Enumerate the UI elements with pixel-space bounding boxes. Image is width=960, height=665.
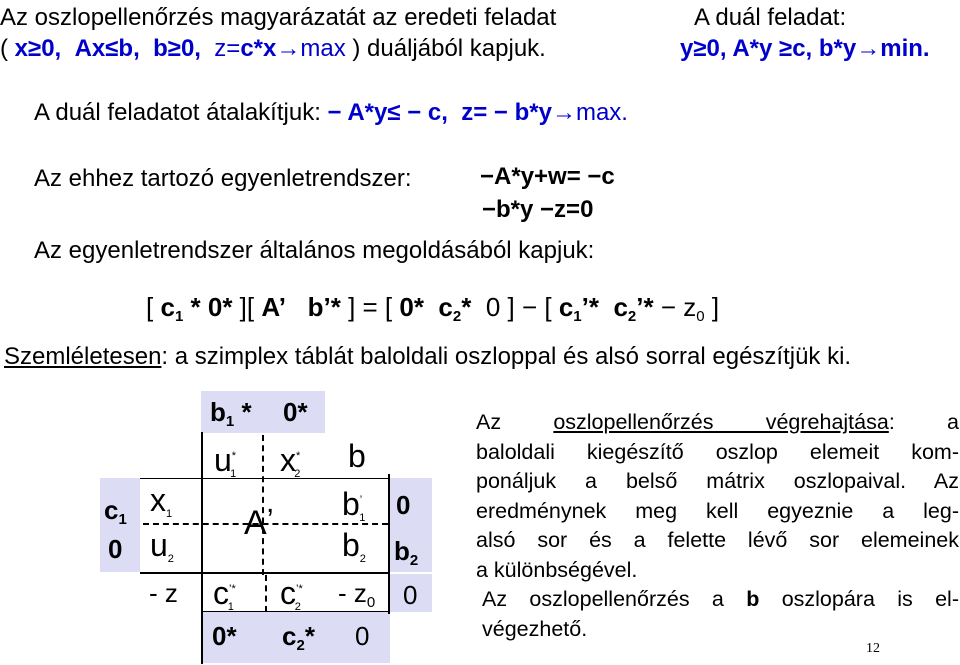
tableau-A-prime: , (266, 486, 275, 519)
transform-line: A duál feladatot átalakítjuk: − A*y≤ − c, z= − b*y→max. (34, 99, 628, 126)
formula: [ $c_1 * 0*$ ][ A’ b’* ] = [ 0* $c_2*$ 0 ] − [ $c_1’*$ $c_2’* - z_0$ ] (146, 292, 720, 325)
para-line-1: Az oszlopellenőrzés végrehajtása: a (476, 410, 959, 434)
tableau-b2: b2 (342, 527, 366, 565)
tableau-top-rule (140, 478, 390, 479)
para-line-2: baloldali kiegészítő oszlop elemeit kom- (476, 439, 959, 464)
tableau-u2: u2 (150, 527, 174, 565)
tableau-right-zero: 0 (396, 490, 411, 520)
page-number: 12 (866, 641, 880, 656)
tableau-bottom-c2: $c_2*$ (282, 621, 315, 654)
system-label: Az ehhez tartozó egyenletrendszer: (34, 165, 412, 192)
explanation-paragraph (476, 408, 959, 644)
tableau-b-head: b (348, 438, 366, 474)
tableau-u1: u*1 (214, 442, 237, 480)
tableau-left-zero: 0 (108, 534, 123, 564)
para-line-5: alsó sor és a felette lévő sor elemeinek (476, 528, 959, 552)
tableau-bottom-zero: 0* (212, 621, 237, 651)
para-line-4: eredménynek meg kell egyeznie a leg- (476, 498, 959, 523)
tableau-c2-dstar: c’*2 (280, 575, 303, 613)
tableau-b1: b’1 (342, 486, 366, 524)
equation-2: −b*y −z=0 (482, 196, 594, 223)
tableau-right-border (388, 474, 390, 614)
tableau-corner-zero: 0 (403, 580, 418, 610)
para-line-8: végezhető. (482, 616, 588, 641)
tableau-right-b2: $b_2$ (394, 536, 419, 569)
para-line-7: Az oszlopellenőrzés a b oszlopára is el- (482, 587, 959, 611)
equation-1: −A*y+w= −c (480, 163, 615, 190)
tableau-minus-z: - z (149, 578, 178, 608)
tableau-c1: $c_1$ (104, 495, 127, 528)
tableau-bottom-last: 0 (355, 621, 370, 651)
para-line-3: ponáljuk a belső mátrix oszlopaival. Az (476, 469, 959, 493)
tableau-x1: x1 (150, 482, 173, 520)
tableau-left-border (201, 432, 203, 664)
intro-line: Az oszlopellenőrzés magyarázatát az eredeti feladat (0, 4, 557, 31)
tableau-top-zero: 0* (283, 397, 308, 427)
para-line-6: a különbségével. (476, 557, 638, 582)
tableau-top-b1: $b_1$ * (210, 397, 252, 430)
dual-task-heading: A duál feladat: (694, 4, 847, 31)
tableau-x2: x*2 (280, 442, 301, 480)
dual-problem: y≥0, A*y ≥c, b*y→min. (680, 35, 930, 62)
tableau-A: A (244, 504, 267, 542)
szemleletes-line: Szemléletesen: a szimplex táblát baloldali oszloppal és alsó sorral egészítjük ki. (4, 343, 852, 370)
primal-problem: ( x≥0, Ax≤b, b≥0, z=c*x→max ) duáljából kapjuk. (0, 35, 546, 62)
general-solution-label: Az egyenletrendszer általános megoldásából kapjuk: (34, 237, 595, 264)
tableau-c1-dstar: c’*1 (213, 575, 236, 613)
tableau-dashed-col-2 (265, 575, 267, 612)
tableau-minus-z0: - $z_0$ (338, 578, 376, 611)
